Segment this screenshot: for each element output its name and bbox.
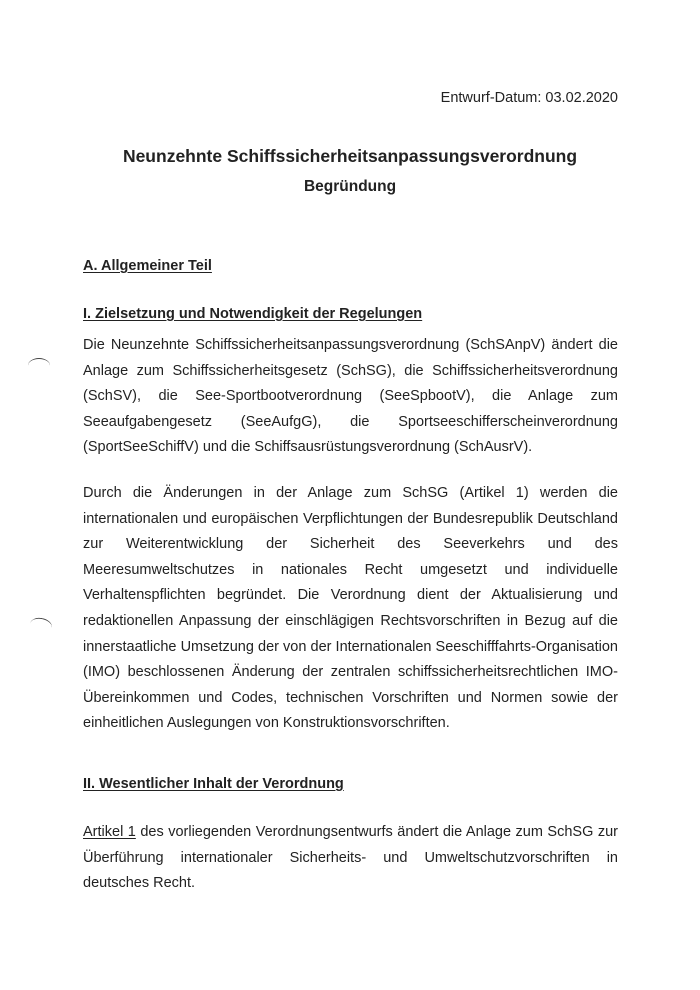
section-a-heading: A. Allgemeiner Teil xyxy=(83,258,212,274)
section-2-paragraph-1 xyxy=(83,820,618,897)
section-1-paragraph-2: Durch die Änderungen in der Anlage zum SchSG (Artikel 1) werden die internationalen und europäischen Verpflichtungen der Bundesrepublik Deutschland zur Weiterentwicklung der Sicherheit des Seeverkehrs und des Meeresumweltschutzes in nationales Recht umgesetzt und individuelle Verhaltenspflichten begründet. Die Verordnung dient der Aktualisierung und redaktionellen Anpassung der einschlägigen Rechtsvorschriften in Bezug auf die innerstaatliche Umsetzung der von der Internationalen Seeschifffahrts-Organisation (IMO) beschlossenen Änderung der zentralen schiffssicherheitsrechtlichen IMO-Übereinkommen und Codes, technischen Vorschriften und Normen sowie der einheitlichen Auslegungen von Konstruktionsvorschriften. xyxy=(83,485,618,732)
section-1-heading: I. Zielsetzung und Notwendigkeit der Regelungen xyxy=(83,306,423,322)
draft-date: Entwurf-Datum: 03.02.2020 xyxy=(440,90,618,106)
handwritten-margin-mark xyxy=(29,616,54,635)
section-1-paragraph-1: Die Neunzehnte Schiffssicherheitsanpassungsverordnung (SchSAnpV) ändert die Anlage zum Schiffssicherheitsgesetz (SchSG), die Schiffssicherheitsverordnung (SchSV), die See-Sportbootverordnung (SeeSpbootV), die Anlage zum Seeaufgabengesetz (SeeAufgG), die Sportseeschifferscheinverordnung (SportSeeSchiffV) und die Schiffsausrüstungsverordnung (SchAusrV). xyxy=(83,337,618,456)
document-title: Neunzehnte Schiffssicherheitsanpassungsverordnung xyxy=(122,146,578,166)
section-2-paragraph-1-text: des vorliegenden Verordnungsentwurfs ändert die Anlage zum SchSG zur Überführung internationaler Sicherheits- und Umweltschutzvorschriften in deutsches Recht. xyxy=(83,824,618,892)
article-1-reference: Artikel 1 xyxy=(83,824,136,840)
document-subtitle: Begründung xyxy=(303,178,397,195)
section-2-heading: II. Wesentlicher Inhalt der Verordnung xyxy=(83,776,344,792)
handwritten-margin-mark xyxy=(28,358,50,373)
